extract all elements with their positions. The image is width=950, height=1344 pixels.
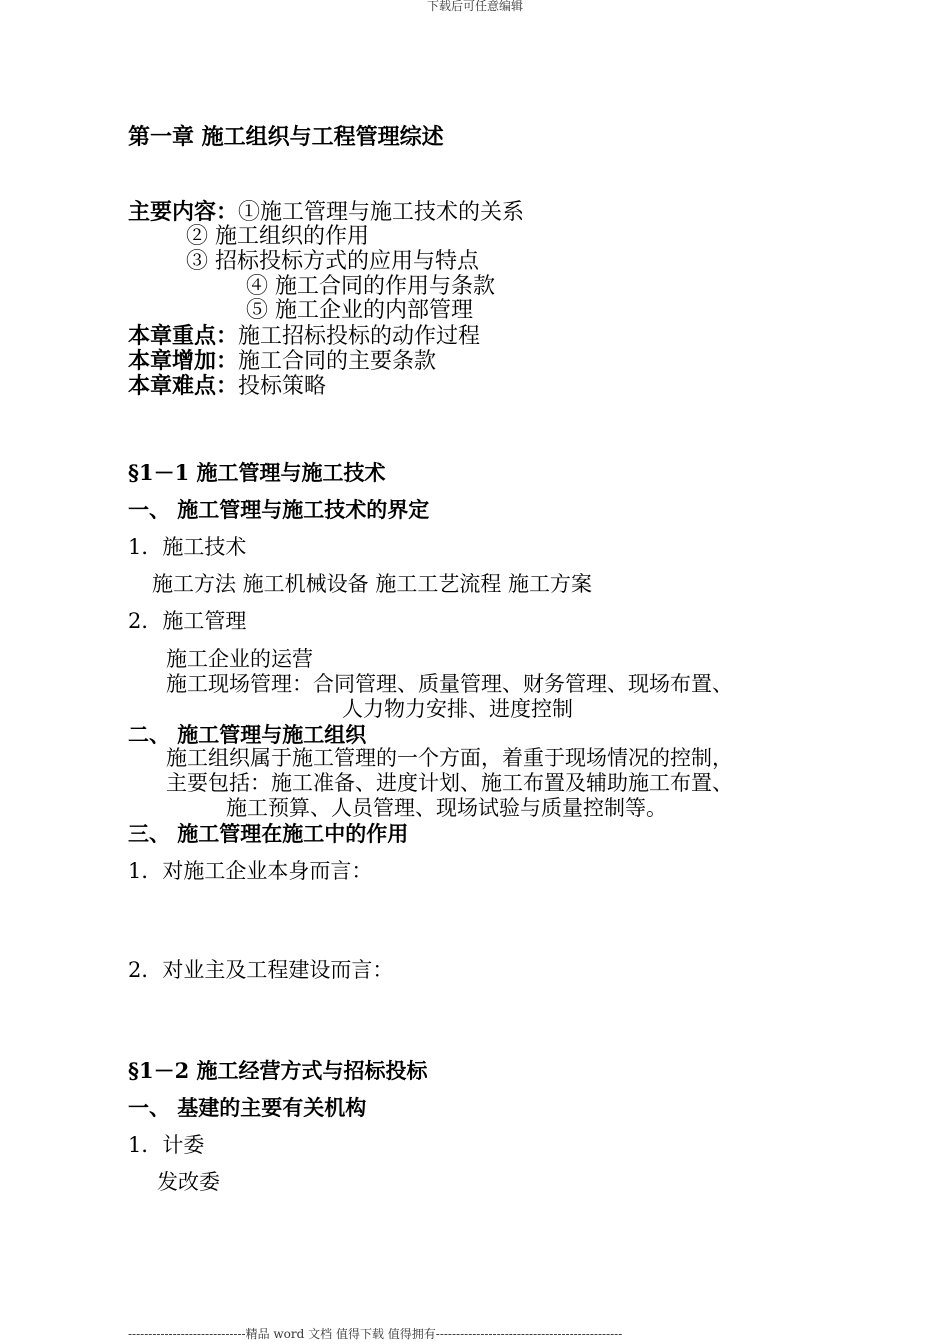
section1-part2-line2: 主要包括：施工准备、进度计划、施工布置及辅助施工布置、 <box>166 771 733 795</box>
section1-part1-heading: 一、 施工管理与施工技术的界定 <box>128 497 430 522</box>
difficult-label: 本章难点： <box>128 373 239 399</box>
section2-title: §1－2 施工经营方式与招标投标 <box>128 1058 428 1083</box>
focus-text: 施工招标投标的动作过程 <box>238 324 481 349</box>
section1-part2-heading: 二、 施工管理与施工组织 <box>128 722 367 747</box>
focus-label: 本章重点： <box>128 323 239 349</box>
section1-part2-line1: 施工组织属于施工管理的一个方面，着重于现场情况的控制， <box>166 746 733 770</box>
added-label: 本章增加： <box>128 348 239 374</box>
section1-part1-item1-text: 施工方法 施工机械设备 施工工艺流程 施工方案 <box>152 572 593 596</box>
section1-part1-item2-line1: 施工企业的运营 <box>166 647 313 671</box>
added-line <box>128 350 436 373</box>
section2-part1-item1-text: 发改委 <box>157 1170 220 1194</box>
main-content-line <box>128 201 524 224</box>
section1-part2-line3: 施工预算、人员管理、现场试验与质量控制等。 <box>226 796 667 820</box>
difficult-text: 投标策略 <box>238 374 327 399</box>
page-header: 下载后可任意编辑 <box>426 0 523 13</box>
added-text: 施工合同的主要条款 <box>238 349 437 374</box>
main-item-2: ② 施工组织的作用 <box>186 224 369 249</box>
section2-part1-item1: 1．计委 <box>128 1133 205 1157</box>
section1-part3-item2: 2．对业主及工程建设而言： <box>128 958 394 982</box>
focus-line <box>128 325 480 348</box>
main-item-3: ③ 招标投标方式的应用与特点 <box>186 249 479 274</box>
page-footer: -----------------------------精品 word 文档 值得下载 值得拥有---------------------------------------------- <box>128 1327 623 1341</box>
main-item-1: ①施工管理与施工技术的关系 <box>238 200 525 225</box>
section2-part1-heading: 一、 基建的主要有关机构 <box>128 1095 367 1120</box>
difficult-line <box>128 375 326 398</box>
section1-part1-item2: 2．施工管理 <box>128 609 247 633</box>
section1-part3-item1: 1．对施工企业本身而言： <box>128 859 373 883</box>
section1-part1-item2-line3: 人力物力安排、进度控制 <box>342 697 573 721</box>
chapter-title: 第一章 施工组织与工程管理综述 <box>128 124 444 150</box>
main-content-label: 主要内容： <box>128 199 239 225</box>
section1-part1-item2-line2: 施工现场管理：合同管理、质量管理、财务管理、现场布置、 <box>166 672 733 696</box>
main-item-4: ④ 施工合同的作用与条款 <box>246 274 495 299</box>
section1-title: §1－1 施工管理与施工技术 <box>128 460 386 485</box>
section1-part3-heading: 三、 施工管理在施工中的作用 <box>128 821 409 846</box>
section1-part1-item1: 1．施工技术 <box>128 535 247 559</box>
main-item-5: ⑤ 施工企业的内部管理 <box>246 298 473 323</box>
